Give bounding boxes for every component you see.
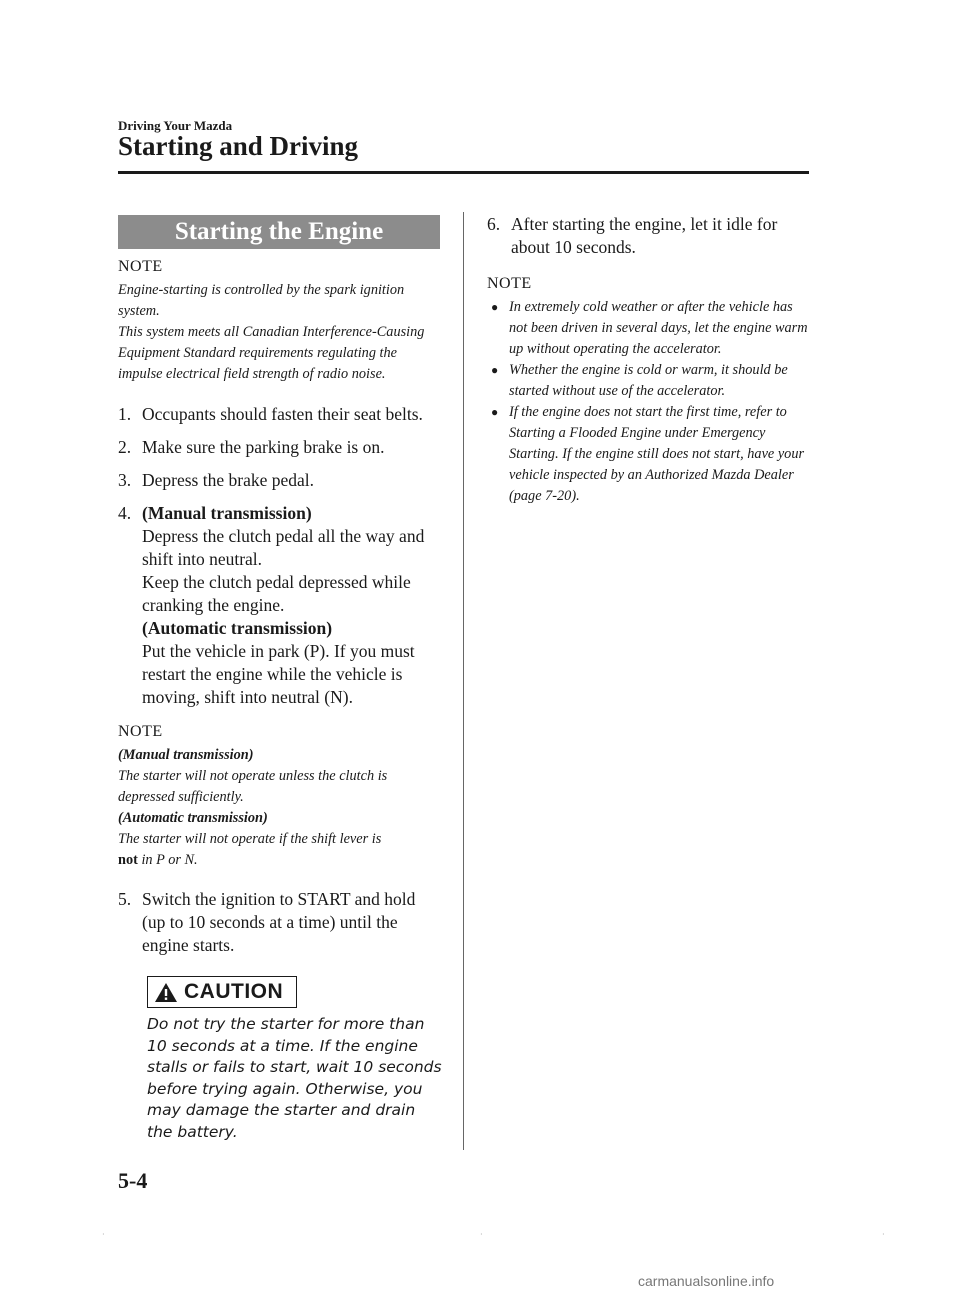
warning-triangle-icon bbox=[154, 982, 178, 1003]
step-text: Make sure the parking brake is on. bbox=[142, 437, 385, 457]
note-text bbox=[118, 829, 443, 871]
caution-label: CAUTION bbox=[184, 980, 284, 1003]
step-1 bbox=[118, 403, 443, 426]
note-subheading: (Manual transmission) bbox=[118, 747, 254, 763]
note-bullet bbox=[487, 297, 809, 360]
step-text: After starting the engine, let it idle for about 10 seconds. bbox=[511, 214, 778, 257]
section-banner: Starting the Engine bbox=[118, 215, 440, 249]
step-text: Depress the clutch pedal all the way and shift into neutral. bbox=[142, 526, 425, 569]
step-text: Switch the ignition to START and hold (up to 10 seconds at a time) until the engine starts. bbox=[142, 889, 416, 955]
bullet-text: In extremely cold weather or after the vehicle has not been driven in several days, let the engine warm up without operating the accelerator. bbox=[509, 299, 808, 357]
note-text-part: The starter will not operate if the shift lever is bbox=[118, 831, 382, 847]
left-column bbox=[118, 258, 443, 957]
note-bullet bbox=[487, 360, 809, 402]
step-text: Occupants should fasten their seat belts. bbox=[142, 404, 423, 424]
step-text: Put the vehicle in park (P). If you must restart the engine while the vehicle is moving, shift into neutral (N). bbox=[142, 641, 415, 707]
bullet-icon: ● bbox=[491, 405, 499, 419]
watermark-link[interactable]: carmanualsonline.info bbox=[638, 1273, 775, 1289]
note-label: NOTE bbox=[118, 258, 163, 275]
step-number: 2. bbox=[118, 437, 132, 457]
note-subheading: (Automatic transmission) bbox=[118, 810, 268, 826]
step-number: 3. bbox=[118, 470, 132, 490]
step-4 bbox=[118, 502, 443, 709]
step-subheading: (Automatic transmission) bbox=[142, 618, 333, 638]
step-number: 4. bbox=[118, 503, 132, 523]
bullet-icon: ● bbox=[491, 363, 499, 377]
step-text: Depress the brake pedal. bbox=[142, 470, 315, 490]
footer-tick: · bbox=[102, 1230, 105, 1239]
step-5 bbox=[118, 888, 443, 957]
step-number: 5. bbox=[118, 889, 132, 909]
caution-text: Do not try the starter for more than 10 seconds at a time. If the engine stalls or fails to start, wait 10 seconds before trying again. Otherwise, you may damage the starter and drain the battery. bbox=[147, 1015, 442, 1141]
note-text-part: in P or N. bbox=[137, 852, 198, 868]
footer-tick: · bbox=[882, 1230, 885, 1239]
step-2 bbox=[118, 436, 443, 459]
note-text: The starter will not operate unless the clutch is depressed sufficiently. bbox=[118, 768, 388, 805]
note-text: Engine-starting is controlled by the spark ignition system. bbox=[118, 282, 405, 319]
caution-box bbox=[147, 976, 297, 1008]
column-divider bbox=[463, 212, 464, 1150]
note-label: NOTE bbox=[487, 275, 532, 292]
header-rule bbox=[118, 171, 809, 174]
page-title: Starting and Driving bbox=[118, 131, 359, 161]
step-number: 6. bbox=[487, 214, 501, 234]
footer-tick: · bbox=[480, 1230, 483, 1239]
note-emphasis: not bbox=[118, 852, 138, 868]
note-text: This system meets all Canadian Interference-Causing Equipment Standard requirements regulating the impulse electrical field strength of radio noise. bbox=[118, 324, 425, 382]
note-label: NOTE bbox=[118, 723, 163, 740]
step-text: Keep the clutch pedal depressed while cranking the engine. bbox=[142, 572, 411, 615]
bullet-text: If the engine does not start the first time, refer to Starting a Flooded Engine under Emergency Starting. If the engine still does not start, have your vehicle inspected by an Authorized Mazda Dealer (page 7-20). bbox=[509, 404, 805, 504]
header-section-label: Driving Your Mazda bbox=[118, 118, 233, 133]
page-number: 5-4 bbox=[118, 1168, 148, 1193]
step-subheading: (Manual transmission) bbox=[142, 503, 312, 523]
step-3 bbox=[118, 469, 443, 492]
right-column bbox=[487, 213, 809, 507]
bullet-icon: ● bbox=[491, 300, 499, 314]
step-6 bbox=[487, 213, 809, 259]
step-number: 1. bbox=[118, 404, 132, 424]
note-bullet bbox=[487, 402, 809, 507]
bullet-text: Whether the engine is cold or warm, it should be started without use of the accelerator. bbox=[509, 362, 788, 399]
